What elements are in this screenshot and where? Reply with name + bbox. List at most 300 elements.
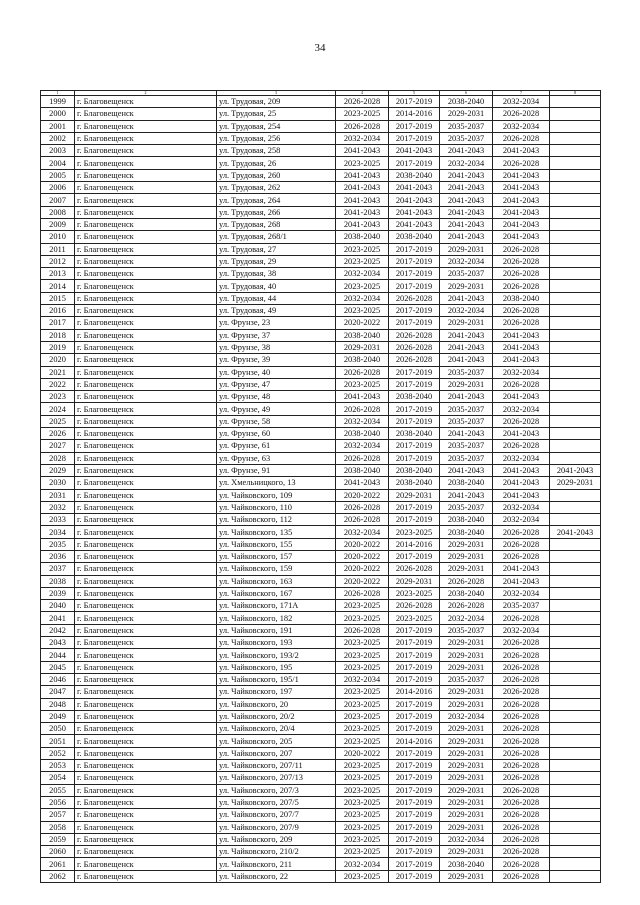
period-cell	[550, 268, 601, 280]
period-cell: 2026-2028	[440, 575, 493, 587]
row-number-cell: 2007	[41, 194, 75, 206]
period-cell: 2017-2019	[389, 132, 440, 144]
period-cell: 2029-2031	[389, 489, 440, 501]
period-cell: 2026-2028	[389, 329, 440, 341]
period-cell: 2023-2025	[389, 526, 440, 538]
period-cell: 2035-2037	[493, 600, 550, 612]
period-cell: 2029-2031	[440, 563, 493, 575]
table-row	[41, 440, 601, 452]
period-cell: 2029-2031	[440, 747, 493, 759]
period-cell: 2017-2019	[389, 649, 440, 661]
period-cell: 2038-2040	[336, 231, 389, 243]
period-cell: 2017-2019	[389, 747, 440, 759]
period-cell: 2023-2025	[336, 723, 389, 735]
period-cell: 2026-2028	[493, 255, 550, 267]
address-cell: ул. Фрунзе, 37	[217, 329, 336, 341]
period-cell: 2035-2037	[440, 415, 493, 427]
row-number-cell: 2013	[41, 268, 75, 280]
period-cell	[550, 428, 601, 440]
period-cell: 2029-2031	[440, 796, 493, 808]
city-cell: г. Благовещенск	[75, 317, 217, 329]
table-row	[41, 194, 601, 206]
period-cell: 2041-2043	[493, 145, 550, 157]
table-row	[41, 649, 601, 661]
period-cell: 2041-2043	[493, 464, 550, 476]
table-row	[41, 624, 601, 636]
period-cell	[550, 120, 601, 132]
city-cell: г. Благовещенск	[75, 673, 217, 685]
period-cell: 2032-2034	[493, 96, 550, 108]
city-cell: г. Благовещенск	[75, 649, 217, 661]
column-number: 4	[336, 91, 389, 96]
period-cell: 2026-2028	[493, 108, 550, 120]
period-cell: 2026-2028	[389, 563, 440, 575]
table-row	[41, 575, 601, 587]
table-row	[41, 686, 601, 698]
period-cell: 2032-2034	[440, 710, 493, 722]
period-cell	[550, 329, 601, 341]
period-cell: 2017-2019	[389, 255, 440, 267]
period-cell	[550, 194, 601, 206]
city-cell: г. Благовещенск	[75, 870, 217, 882]
period-cell: 2038-2040	[440, 96, 493, 108]
period-cell: 2041-2043	[440, 145, 493, 157]
period-cell: 2029-2031	[440, 637, 493, 649]
table-row	[41, 550, 601, 562]
period-cell: 2026-2028	[336, 514, 389, 526]
period-cell: 2023-2025	[336, 846, 389, 858]
table-row	[41, 218, 601, 230]
period-cell: 2041-2043	[389, 206, 440, 218]
period-cell: 2035-2037	[440, 120, 493, 132]
period-cell	[550, 169, 601, 181]
period-cell: 2026-2028	[493, 550, 550, 562]
period-cell: 2038-2040	[440, 858, 493, 870]
address-cell: ул. Чайковского, 207/5	[217, 796, 336, 808]
address-cell: ул. Чайковского, 195	[217, 661, 336, 673]
row-number-cell: 2058	[41, 821, 75, 833]
period-cell: 2035-2037	[440, 673, 493, 685]
period-cell: 2041-2043	[336, 391, 389, 403]
address-cell: ул. Чайковского, 207/13	[217, 772, 336, 784]
period-cell: 2017-2019	[389, 870, 440, 882]
period-cell: 2041-2043	[389, 145, 440, 157]
period-cell: 2017-2019	[389, 403, 440, 415]
period-cell	[550, 796, 601, 808]
period-cell: 2020-2022	[336, 538, 389, 550]
city-cell: г. Благовещенск	[75, 784, 217, 796]
city-cell: г. Благовещенск	[75, 243, 217, 255]
column-number: 5	[389, 91, 440, 96]
period-cell	[550, 292, 601, 304]
address-cell: ул. Чайковского, 193	[217, 637, 336, 649]
address-cell: ул. Чайковского, 171А	[217, 600, 336, 612]
period-cell: 2041-2043	[550, 464, 601, 476]
row-number-cell: 2017	[41, 317, 75, 329]
period-cell: 2032-2034	[336, 440, 389, 452]
period-cell: 2041-2043	[440, 231, 493, 243]
row-number-cell: 2056	[41, 796, 75, 808]
row-number-cell: 2043	[41, 637, 75, 649]
period-cell: 2041-2043	[440, 182, 493, 194]
period-cell: 2017-2019	[389, 415, 440, 427]
address-cell: ул. Фрунзе, 38	[217, 341, 336, 353]
table-row	[41, 268, 601, 280]
period-cell	[550, 255, 601, 267]
address-cell: ул. Чайковского, 191	[217, 624, 336, 636]
period-cell: 2020-2022	[336, 575, 389, 587]
address-cell: ул. Чайковского, 20/2	[217, 710, 336, 722]
period-cell: 2038-2040	[389, 391, 440, 403]
period-cell: 2017-2019	[389, 809, 440, 821]
period-cell: 2026-2028	[336, 366, 389, 378]
period-cell	[550, 747, 601, 759]
period-cell: 2017-2019	[389, 378, 440, 390]
period-cell: 2026-2028	[493, 796, 550, 808]
table-body	[41, 96, 601, 883]
city-cell: г. Благовещенск	[75, 514, 217, 526]
period-cell	[550, 206, 601, 218]
period-cell: 2029-2031	[440, 538, 493, 550]
period-cell	[550, 686, 601, 698]
period-cell: 2029-2031	[336, 341, 389, 353]
period-cell: 2026-2028	[336, 501, 389, 513]
table-row	[41, 452, 601, 464]
period-cell: 2032-2034	[493, 452, 550, 464]
period-cell: 2023-2025	[336, 600, 389, 612]
period-cell: 2017-2019	[389, 858, 440, 870]
period-cell: 2029-2031	[440, 809, 493, 821]
address-cell: ул. Чайковского, 193/2	[217, 649, 336, 661]
period-cell: 2029-2031	[440, 378, 493, 390]
period-cell: 2026-2028	[493, 280, 550, 292]
address-cell: ул. Фрунзе, 40	[217, 366, 336, 378]
period-cell: 2035-2037	[440, 403, 493, 415]
table-row	[41, 858, 601, 870]
row-number-cell: 2048	[41, 698, 75, 710]
period-cell	[550, 514, 601, 526]
period-cell: 2029-2031	[440, 243, 493, 255]
address-cell: ул. Чайковского, 205	[217, 735, 336, 747]
period-cell: 2038-2040	[389, 477, 440, 489]
city-cell: г. Благовещенск	[75, 329, 217, 341]
city-cell: г. Благовещенск	[75, 587, 217, 599]
period-cell	[550, 563, 601, 575]
period-cell: 2041-2043	[440, 464, 493, 476]
period-cell: 2023-2025	[336, 157, 389, 169]
period-cell: 2023-2025	[336, 870, 389, 882]
period-cell: 2017-2019	[389, 698, 440, 710]
period-cell: 2026-2028	[493, 317, 550, 329]
table-row	[41, 710, 601, 722]
period-cell	[550, 649, 601, 661]
address-cell: ул. Чайковского, 207	[217, 747, 336, 759]
address-cell: ул. Чайковского, 20	[217, 698, 336, 710]
period-cell: 2026-2028	[493, 821, 550, 833]
address-cell: ул. Чайковского, 135	[217, 526, 336, 538]
period-cell: 2026-2028	[336, 587, 389, 599]
column-number: 1	[41, 91, 75, 96]
period-cell: 2041-2043	[493, 182, 550, 194]
city-cell: г. Благовещенск	[75, 637, 217, 649]
row-number-cell: 2000	[41, 108, 75, 120]
period-cell	[550, 760, 601, 772]
row-number-cell: 2020	[41, 354, 75, 366]
period-cell: 2032-2034	[440, 612, 493, 624]
city-cell: г. Благовещенск	[75, 452, 217, 464]
city-cell: г. Благовещенск	[75, 378, 217, 390]
row-number-cell: 2015	[41, 292, 75, 304]
city-cell: г. Благовещенск	[75, 686, 217, 698]
period-cell: 2041-2043	[336, 182, 389, 194]
city-cell: г. Благовещенск	[75, 821, 217, 833]
period-cell: 2035-2037	[440, 501, 493, 513]
city-cell: г. Благовещенск	[75, 391, 217, 403]
period-cell	[550, 735, 601, 747]
period-cell: 2026-2028	[389, 354, 440, 366]
address-cell: ул. Чайковского, 157	[217, 550, 336, 562]
period-cell: 2026-2028	[336, 96, 389, 108]
city-cell: г. Благовещенск	[75, 698, 217, 710]
period-cell: 2041-2043	[493, 428, 550, 440]
period-cell: 2032-2034	[336, 132, 389, 144]
city-cell: г. Благовещенск	[75, 268, 217, 280]
period-cell: 2017-2019	[389, 624, 440, 636]
city-cell: г. Благовещенск	[75, 710, 217, 722]
city-cell: г. Благовещенск	[75, 796, 217, 808]
row-number-cell: 2019	[41, 341, 75, 353]
period-cell: 2032-2034	[336, 526, 389, 538]
period-cell	[550, 698, 601, 710]
table-row	[41, 132, 601, 144]
table-row	[41, 809, 601, 821]
period-cell: 2023-2025	[336, 612, 389, 624]
city-cell: г. Благовещенск	[75, 489, 217, 501]
address-cell: ул. Трудовая, 268/1	[217, 231, 336, 243]
address-cell: ул. Трудовая, 256	[217, 132, 336, 144]
period-cell: 2026-2028	[493, 243, 550, 255]
table-row	[41, 698, 601, 710]
period-cell: 2020-2022	[336, 317, 389, 329]
period-cell: 2041-2043	[440, 292, 493, 304]
period-cell: 2026-2028	[493, 661, 550, 673]
period-cell	[550, 587, 601, 599]
period-cell: 2026-2028	[493, 673, 550, 685]
period-cell: 2014-2016	[389, 735, 440, 747]
period-cell: 2026-2028	[440, 600, 493, 612]
address-cell: ул. Фрунзе, 47	[217, 378, 336, 390]
period-cell: 2017-2019	[389, 661, 440, 673]
period-cell: 2023-2025	[336, 255, 389, 267]
row-number-cell: 2011	[41, 243, 75, 255]
column-number: 2	[75, 91, 217, 96]
period-cell: 2020-2022	[336, 489, 389, 501]
period-cell: 2032-2034	[336, 673, 389, 685]
period-cell: 2017-2019	[389, 550, 440, 562]
city-cell: г. Благовещенск	[75, 858, 217, 870]
table-row	[41, 366, 601, 378]
address-cell: ул. Фрунзе, 39	[217, 354, 336, 366]
period-cell: 2041-2043	[440, 354, 493, 366]
period-cell: 2032-2034	[336, 292, 389, 304]
address-cell: ул. Чайковского, 22	[217, 870, 336, 882]
period-cell	[550, 772, 601, 784]
table-row	[41, 341, 601, 353]
column-number: 3	[217, 91, 336, 96]
period-cell: 2017-2019	[389, 673, 440, 685]
table-row	[41, 354, 601, 366]
period-cell: 2029-2031	[440, 550, 493, 562]
period-cell	[550, 96, 601, 108]
period-cell	[550, 391, 601, 403]
table-row	[41, 206, 601, 218]
address-cell: ул. Хмельницкого, 13	[217, 477, 336, 489]
row-number-cell: 2051	[41, 735, 75, 747]
row-number-cell: 2016	[41, 305, 75, 317]
period-cell: 2041-2043	[493, 563, 550, 575]
period-cell: 2029-2031	[440, 723, 493, 735]
table-row	[41, 108, 601, 120]
address-cell: ул. Фрунзе, 58	[217, 415, 336, 427]
period-cell: 2017-2019	[389, 452, 440, 464]
city-cell: г. Благовещенск	[75, 612, 217, 624]
city-cell: г. Благовещенск	[75, 440, 217, 452]
period-cell: 2041-2043	[336, 218, 389, 230]
column-number: 7	[493, 91, 550, 96]
address-cell: ул. Чайковского, 207/9	[217, 821, 336, 833]
address-cell: ул. Трудовая, 26	[217, 157, 336, 169]
city-cell: г. Благовещенск	[75, 735, 217, 747]
table-row	[41, 464, 601, 476]
period-cell: 2026-2028	[336, 403, 389, 415]
period-cell: 2023-2025	[336, 809, 389, 821]
period-cell: 2041-2043	[493, 391, 550, 403]
period-cell: 2026-2028	[493, 846, 550, 858]
period-cell: 2032-2034	[493, 501, 550, 513]
period-cell: 2038-2040	[389, 428, 440, 440]
row-number-cell: 2024	[41, 403, 75, 415]
period-cell: 2017-2019	[389, 157, 440, 169]
address-cell: ул. Чайковского, 207/7	[217, 809, 336, 821]
row-number-cell: 2026	[41, 428, 75, 440]
address-cell: ул. Трудовая, 209	[217, 96, 336, 108]
period-cell: 2026-2028	[493, 538, 550, 550]
table-row	[41, 378, 601, 390]
period-cell	[550, 108, 601, 120]
table-row	[41, 735, 601, 747]
table-row	[41, 96, 601, 108]
period-cell: 2023-2025	[336, 760, 389, 772]
city-cell: г. Благовещенск	[75, 846, 217, 858]
period-cell: 2038-2040	[336, 354, 389, 366]
table-row	[41, 846, 601, 858]
table-row	[41, 428, 601, 440]
period-cell: 2026-2028	[493, 760, 550, 772]
address-cell: ул. Чайковского, 210/2	[217, 846, 336, 858]
period-cell: 2032-2034	[440, 255, 493, 267]
period-cell: 2041-2043	[493, 575, 550, 587]
city-cell: г. Благовещенск	[75, 600, 217, 612]
period-cell	[550, 415, 601, 427]
period-cell: 2023-2025	[336, 108, 389, 120]
period-cell	[550, 501, 601, 513]
row-number-cell: 2022	[41, 378, 75, 390]
row-number-cell: 2009	[41, 218, 75, 230]
period-cell	[550, 858, 601, 870]
period-cell: 2038-2040	[440, 526, 493, 538]
row-number-cell: 2004	[41, 157, 75, 169]
address-cell: ул. Трудовая, 44	[217, 292, 336, 304]
period-cell: 2032-2034	[440, 305, 493, 317]
period-cell: 2014-2016	[389, 686, 440, 698]
period-cell: 2032-2034	[493, 120, 550, 132]
period-cell: 2032-2034	[493, 624, 550, 636]
table-row	[41, 821, 601, 833]
period-cell: 2017-2019	[389, 833, 440, 845]
city-cell: г. Благовещенск	[75, 182, 217, 194]
period-cell: 2041-2043	[493, 169, 550, 181]
period-cell	[550, 182, 601, 194]
row-number-cell: 2060	[41, 846, 75, 858]
address-cell: ул. Фрунзе, 91	[217, 464, 336, 476]
table-row	[41, 772, 601, 784]
table-row	[41, 317, 601, 329]
period-cell	[550, 132, 601, 144]
city-cell: г. Благовещенск	[75, 157, 217, 169]
period-cell: 2017-2019	[389, 821, 440, 833]
city-cell: г. Благовещенск	[75, 354, 217, 366]
period-cell: 2023-2025	[336, 243, 389, 255]
period-cell: 2035-2037	[440, 132, 493, 144]
period-cell: 2029-2031	[440, 698, 493, 710]
period-cell: 2023-2025	[336, 833, 389, 845]
period-cell: 2041-2043	[493, 477, 550, 489]
row-number-cell: 2050	[41, 723, 75, 735]
address-cell: ул. Фрунзе, 23	[217, 317, 336, 329]
period-cell: 2038-2040	[389, 231, 440, 243]
row-number-cell: 2012	[41, 255, 75, 267]
period-cell: 2026-2028	[336, 452, 389, 464]
period-cell: 2020-2022	[336, 563, 389, 575]
row-number-cell: 2021	[41, 366, 75, 378]
period-cell: 2026-2028	[493, 637, 550, 649]
period-cell: 2023-2025	[336, 772, 389, 784]
city-cell: г. Благовещенск	[75, 120, 217, 132]
period-cell: 2032-2034	[440, 833, 493, 845]
row-number-cell: 2047	[41, 686, 75, 698]
row-number-cell: 2035	[41, 538, 75, 550]
table-row	[41, 169, 601, 181]
period-cell: 2023-2025	[336, 698, 389, 710]
row-number-cell: 2032	[41, 501, 75, 513]
period-cell	[550, 157, 601, 169]
address-cell: ул. Чайковского, 112	[217, 514, 336, 526]
period-cell	[550, 243, 601, 255]
period-cell: 2029-2031	[440, 870, 493, 882]
city-cell: г. Благовещенск	[75, 218, 217, 230]
city-cell: г. Благовещенск	[75, 563, 217, 575]
period-cell: 2032-2034	[493, 366, 550, 378]
period-cell: 2023-2025	[389, 612, 440, 624]
table-row	[41, 612, 601, 624]
period-cell	[550, 317, 601, 329]
table-row	[41, 587, 601, 599]
address-cell: ул. Фрунзе, 61	[217, 440, 336, 452]
period-cell	[550, 550, 601, 562]
housing-repair-schedule-table	[40, 90, 601, 883]
period-cell: 2026-2028	[389, 292, 440, 304]
table-row	[41, 600, 601, 612]
